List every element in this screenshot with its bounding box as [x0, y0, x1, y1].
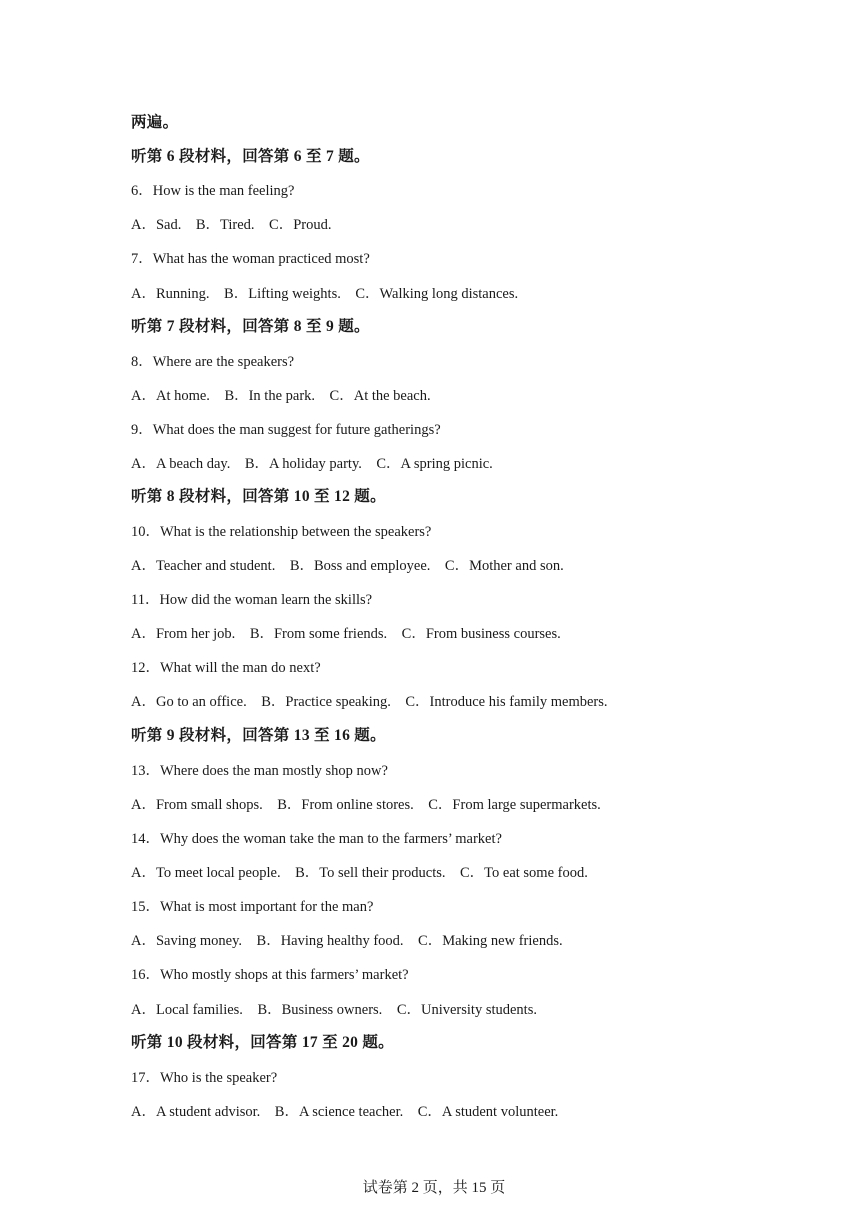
option-a: A．At home. [131, 388, 210, 404]
section-heading: 听第 9 段材料，回答第 13 至 16 题。 [131, 727, 386, 744]
question: 11．How did the woman learn the skills? [131, 592, 373, 608]
option-a: A．A student advisor. [131, 1104, 261, 1120]
option-b: B．Tired. [195, 217, 255, 233]
option-a: A．A beach day. [131, 456, 231, 472]
question: 12．What will the man do next? [131, 660, 321, 676]
option-b: B．Practice speaking. [261, 694, 391, 710]
section-heading: 听第 6 段材料，回答第 6 至 7 题。 [131, 148, 370, 165]
answer-options [131, 795, 601, 815]
question: 15．What is most important for the man? [131, 899, 374, 915]
question: 16．Who mostly shops at this farmers’ market? [131, 967, 409, 983]
option-b: B．A holiday party. [244, 456, 362, 472]
option-b: B．To sell their products. [295, 865, 446, 881]
option-a: A．Saving money. [131, 933, 243, 949]
option-a: A．To meet local people. [131, 865, 281, 881]
option-b: B．Lifting weights. [224, 286, 341, 302]
option-b: B．Boss and employee. [289, 558, 431, 574]
option-a: A．Teacher and student. [131, 558, 276, 574]
section-heading: 听第 10 段材料，回答第 17 至 20 题。 [131, 1034, 394, 1051]
section-heading: 听第 8 段材料，回答第 10 至 12 题。 [131, 488, 386, 505]
option-c: C．To eat some food. [460, 865, 588, 881]
option-c: C．From large supermarkets. [428, 797, 601, 813]
answer-options [131, 284, 518, 304]
option-c: C．A spring picnic. [376, 456, 493, 472]
option-c: C．From business courses. [401, 626, 561, 642]
option-c: C．Mother and son. [444, 558, 564, 574]
answer-options [131, 931, 563, 951]
question: 14．Why does the woman take the man to the farmers’ market? [131, 831, 502, 847]
option-b: B．Having healthy food. [256, 933, 404, 949]
option-c: C．At the beach. [329, 388, 431, 404]
option-a: A．Sad. [131, 217, 182, 233]
option-a: A．Local families. [131, 1002, 243, 1018]
option-a: A．From small shops. [131, 797, 263, 813]
question: 13．Where does the man mostly shop now? [131, 763, 388, 779]
answer-options [131, 624, 561, 644]
answer-options [131, 454, 493, 474]
answer-options [131, 215, 332, 235]
option-b: B．In the park. [224, 388, 316, 404]
option-b: B．A science teacher. [274, 1104, 404, 1120]
option-c: C．Walking long distances. [355, 286, 519, 302]
option-a: A．Running. [131, 286, 210, 302]
answer-options [131, 386, 431, 406]
option-a: A．Go to an office. [131, 694, 247, 710]
page-footer: 试卷第 2 页，共 15 页 [362, 1180, 506, 1196]
question: 6．How is the man feeling? [131, 183, 295, 199]
answer-options [131, 556, 564, 576]
answer-options [131, 692, 608, 712]
option-c: C．Introduce his family members. [405, 694, 608, 710]
question: 8．Where are the speakers? [131, 354, 295, 370]
intro-text: 两遍。 [131, 114, 179, 131]
answer-options [131, 1000, 537, 1020]
option-c: C．A student volunteer. [417, 1104, 559, 1120]
option-b: B．From online stores. [277, 797, 414, 813]
option-c: C．Proud. [269, 217, 332, 233]
option-c: C．University students. [396, 1002, 537, 1018]
question: 9．What does the man suggest for future gatherings? [131, 422, 441, 438]
section-heading: 听第 7 段材料，回答第 8 至 9 题。 [131, 318, 370, 335]
question: 17．Who is the speaker? [131, 1070, 278, 1086]
answer-options [131, 1102, 558, 1122]
option-c: C．Making new friends. [418, 933, 563, 949]
option-b: B．From some friends. [249, 626, 388, 642]
question: 10．What is the relationship between the speakers? [131, 524, 432, 540]
option-b: B．Business owners. [257, 1002, 383, 1018]
answer-options [131, 863, 588, 883]
question: 7．What has the woman practiced most? [131, 251, 370, 267]
option-a: A．From her job. [131, 626, 236, 642]
